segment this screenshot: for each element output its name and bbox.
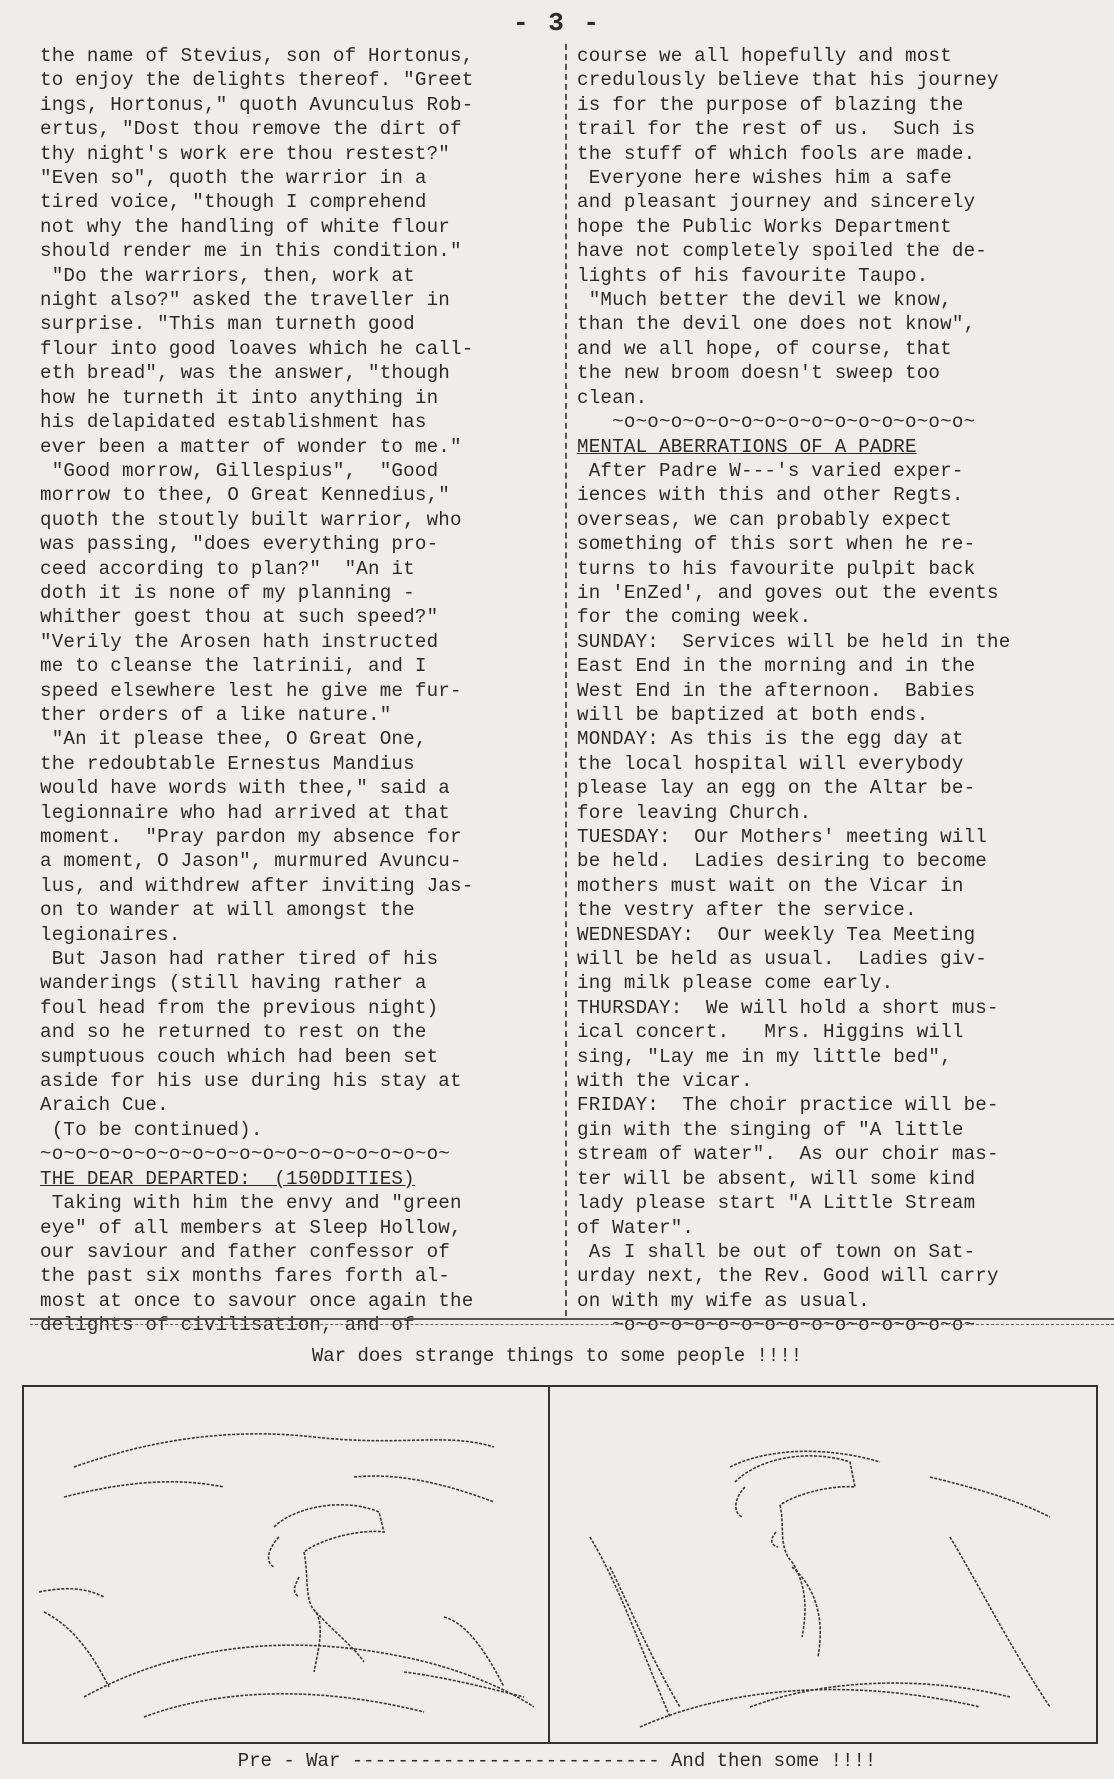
cartoon-panel-after bbox=[548, 1385, 1098, 1744]
left-column-line: ever been a matter of wonder to me." bbox=[40, 435, 462, 458]
right-column-line: of Water". bbox=[577, 1216, 695, 1239]
right-column-line: gin with the singing of "A little bbox=[577, 1118, 964, 1141]
right-column-line: clean. bbox=[577, 386, 648, 409]
right-column-line: turns to his favourite pulpit back bbox=[577, 557, 976, 580]
right-column-line: ~o~o~o~o~o~o~o~o~o~o~o~o~o~o~o~ bbox=[577, 411, 976, 434]
right-column-line: stream of water". As our choir mas- bbox=[577, 1143, 999, 1166]
right-column-line: please lay an egg on the Altar be- bbox=[577, 777, 976, 800]
left-column-line: "Even so", quoth the warrior in a bbox=[40, 167, 427, 190]
right-column-line: something of this sort when he re- bbox=[577, 533, 976, 556]
left-column-line: sumptuous couch which had been set bbox=[40, 1045, 439, 1068]
left-column-line: whither goest thou at such speed?" bbox=[40, 606, 439, 629]
left-column-line: flour into good loaves which he call- bbox=[40, 337, 474, 360]
left-column-line: aside for his use during his stay at bbox=[40, 1070, 462, 1093]
right-column-line: will be held as usual. Ladies giv- bbox=[577, 948, 988, 971]
right-column-line: lady please start "A Little Stream bbox=[577, 1192, 976, 1215]
right-column-line: course we all hopefully and most bbox=[577, 45, 952, 67]
right-column-line: TUESDAY: Our Mothers' meeting will bbox=[577, 826, 988, 848]
left-column-line: the name of Stevius, son of Hortonus, bbox=[40, 45, 474, 67]
pre-war-drawing bbox=[24, 1387, 548, 1742]
left-column-line: eye" of all members at Sleep Hollow, bbox=[40, 1216, 462, 1239]
right-column-line: hope the Public Works Department bbox=[577, 215, 952, 238]
right-column-line: than the devil one does not know", bbox=[577, 313, 976, 336]
right-column-line: overseas, we can probably expect bbox=[577, 508, 952, 531]
left-column-line: eth bread", was the answer, "though bbox=[40, 362, 451, 385]
left-column-line: quoth the stoutly built warrior, who bbox=[40, 508, 462, 531]
right-column-line: MENTAL ABERRATIONS OF A PADRE bbox=[577, 435, 917, 458]
left-column-line: doth it is none of my planning - bbox=[40, 581, 415, 604]
right-column-line: ~o~o~o~o~o~o~o~o~o~o~o~o~o~o~o~ bbox=[577, 1314, 976, 1337]
cartoon-panel-pre-war bbox=[22, 1385, 550, 1744]
right-column-line: iences with this and other Regts. bbox=[577, 484, 964, 507]
caption-pre-war: Pre - War bbox=[237, 1750, 341, 1772]
left-column-line: not why the handling of white flour bbox=[40, 215, 451, 238]
right-column-line: is for the purpose of blazing the bbox=[577, 93, 964, 116]
right-column-line: ter will be absent, will some kind bbox=[577, 1167, 976, 1190]
left-column-line: "Verily the Arosen hath instructed bbox=[40, 630, 439, 653]
right-column-line: West End in the afternoon. Babies bbox=[577, 679, 976, 702]
left-column-line: Taking with him the envy and "green bbox=[40, 1192, 462, 1215]
right-column-line: the new broom doesn't sweep too bbox=[577, 362, 941, 385]
right-column-line: and we all hope, of course, that bbox=[577, 337, 952, 360]
left-column-line: his delapidated establishment has bbox=[40, 411, 427, 434]
left-column-line: But Jason had rather tired of his bbox=[40, 948, 439, 971]
left-column-line: lus, and withdrew after inviting Jas- bbox=[40, 874, 474, 897]
left-column-line: and so he returned to rest on the bbox=[40, 1021, 427, 1044]
right-column-line: mothers must wait on the Vicar in bbox=[577, 874, 964, 897]
right-column-line: be held. Ladies desiring to become bbox=[577, 850, 988, 873]
cartoon-caption: War does strange things to some people !!!! bbox=[311, 1345, 803, 1367]
right-column-line: sing, "Lay me in my little bed", bbox=[577, 1045, 952, 1068]
left-column-line: a moment, O Jason", murmured Avuncu- bbox=[40, 850, 462, 873]
right-column-line: the stuff of which fools are made. bbox=[577, 142, 976, 165]
left-column-line: (To be continued). bbox=[40, 1118, 263, 1141]
left-column-line: should render me in this condition." bbox=[40, 240, 462, 263]
right-column-line: the local hospital will everybody bbox=[577, 752, 964, 775]
left-column-line: "An it please thee, O Great One, bbox=[40, 728, 427, 751]
right-column bbox=[577, 44, 1010, 1338]
right-column-line: THURSDAY: We will hold a short mus- bbox=[577, 996, 999, 1019]
left-column-line: ~o~o~o~o~o~o~o~o~o~o~o~o~o~o~o~o~o~ bbox=[40, 1143, 451, 1166]
left-column-line: ertus, "Dost thou remove the dirt of bbox=[40, 118, 462, 141]
right-column-line: on with my wife as usual. bbox=[577, 1289, 870, 1312]
left-column-line: ings, Hortonus," quoth Avunculus Rob- bbox=[40, 93, 474, 116]
right-column-line: MONDAY: As this is the egg day at bbox=[577, 728, 964, 751]
right-column-line: fore leaving Church. bbox=[577, 801, 812, 824]
left-column bbox=[40, 44, 473, 1338]
cartoon-bottom-caption bbox=[0, 1750, 1114, 1772]
caption-and-then-some: And then some !!!! bbox=[671, 1750, 877, 1772]
right-column-line: SUNDAY: Services will be held in the bbox=[577, 630, 1011, 653]
left-column-line: to enjoy the delights thereof. "Greet bbox=[40, 69, 474, 92]
left-column-line: on to wander at will amongst the bbox=[40, 899, 415, 922]
left-column-line: "Good morrow, Gillespius", "Good bbox=[40, 459, 439, 482]
left-column-line: wanderings (still having rather a bbox=[40, 972, 427, 995]
right-column-line: Everyone here wishes him a safe bbox=[577, 167, 952, 190]
page-number: - 3 - bbox=[512, 8, 601, 38]
left-column-line: morrow to thee, O Great Kennedius," bbox=[40, 484, 451, 507]
right-column-line: have not completely spoiled the de- bbox=[577, 240, 988, 263]
left-column-line: "Do the warriors, then, work at bbox=[40, 264, 415, 287]
left-column-line: ther orders of a like nature." bbox=[40, 703, 392, 726]
left-column-line: foul head from the previous night) bbox=[40, 996, 439, 1019]
left-column-line: tired voice, "though I comprehend bbox=[40, 191, 427, 214]
right-column-line: with the vicar. bbox=[577, 1070, 753, 1093]
caption-dashes: --------------------------- bbox=[351, 1750, 660, 1772]
right-column-line: the vestry after the service. bbox=[577, 899, 917, 922]
right-column-line: credulously believe that his journey bbox=[577, 69, 999, 92]
right-column-line: ing milk please come early. bbox=[577, 972, 894, 995]
column-divider bbox=[565, 44, 567, 1316]
left-column-line: Araich Cue. bbox=[40, 1094, 169, 1117]
left-column-line: thy night's work ere thou restest?" bbox=[40, 142, 451, 165]
left-column-line: delights of civilisation, and of bbox=[40, 1314, 415, 1337]
left-column-line: speed elsewhere lest he give me fur- bbox=[40, 679, 462, 702]
left-column-line: surprise. "This man turneth good bbox=[40, 313, 415, 336]
left-column-line: ceed according to plan?" "An it bbox=[40, 557, 415, 580]
right-column-line: lights of his favourite Taupo. bbox=[577, 264, 929, 287]
right-column-line: in 'EnZed', and goves out the events bbox=[577, 581, 999, 604]
right-column-line: trail for the rest of us. Such is bbox=[577, 118, 976, 141]
left-column-line: THE DEAR DEPARTED: (150DDITIES) bbox=[40, 1167, 415, 1190]
section-divider bbox=[30, 1318, 1114, 1325]
right-column-line: for the coming week. bbox=[577, 606, 812, 629]
right-column-line: and pleasant journey and sincerely bbox=[577, 191, 976, 214]
right-column-line: FRIDAY: The choir practice will be- bbox=[577, 1094, 999, 1117]
left-column-line: most at once to savour once again the bbox=[40, 1289, 474, 1312]
right-column-line: East End in the morning and in the bbox=[577, 655, 976, 678]
right-column-line: urday next, the Rev. Good will carry bbox=[577, 1265, 999, 1288]
right-column-line: "Much better the devil we know, bbox=[577, 289, 952, 312]
left-column-line: how he turneth it into anything in bbox=[40, 386, 439, 409]
left-column-line: legionnaire who had arrived at that bbox=[40, 801, 451, 824]
left-column-line: night also?" asked the traveller in bbox=[40, 289, 451, 312]
left-column-line: me to cleanse the latrinii, and I bbox=[40, 655, 427, 678]
left-column-line: legionaires. bbox=[40, 923, 181, 946]
after-war-drawing bbox=[550, 1387, 1096, 1742]
right-column-line: As I shall be out of town on Sat- bbox=[577, 1240, 976, 1263]
right-column-line: will be baptized at both ends. bbox=[577, 703, 929, 726]
right-column-line: After Padre W---'s varied exper- bbox=[577, 459, 964, 482]
right-column-line: WEDNESDAY: Our weekly Tea Meeting bbox=[577, 923, 976, 946]
left-column-line: moment. "Pray pardon my absence for bbox=[40, 826, 462, 848]
left-column-line: the past six months fares forth al- bbox=[40, 1265, 451, 1288]
left-column-line: the redoubtable Ernestus Mandius bbox=[40, 752, 415, 775]
left-column-line: would have words with thee," said a bbox=[40, 777, 451, 800]
left-column-line: our saviour and father confessor of bbox=[40, 1240, 451, 1263]
left-column-line: was passing, "does everything pro- bbox=[40, 533, 439, 556]
right-column-line: ical concert. Mrs. Higgins will bbox=[577, 1021, 964, 1044]
